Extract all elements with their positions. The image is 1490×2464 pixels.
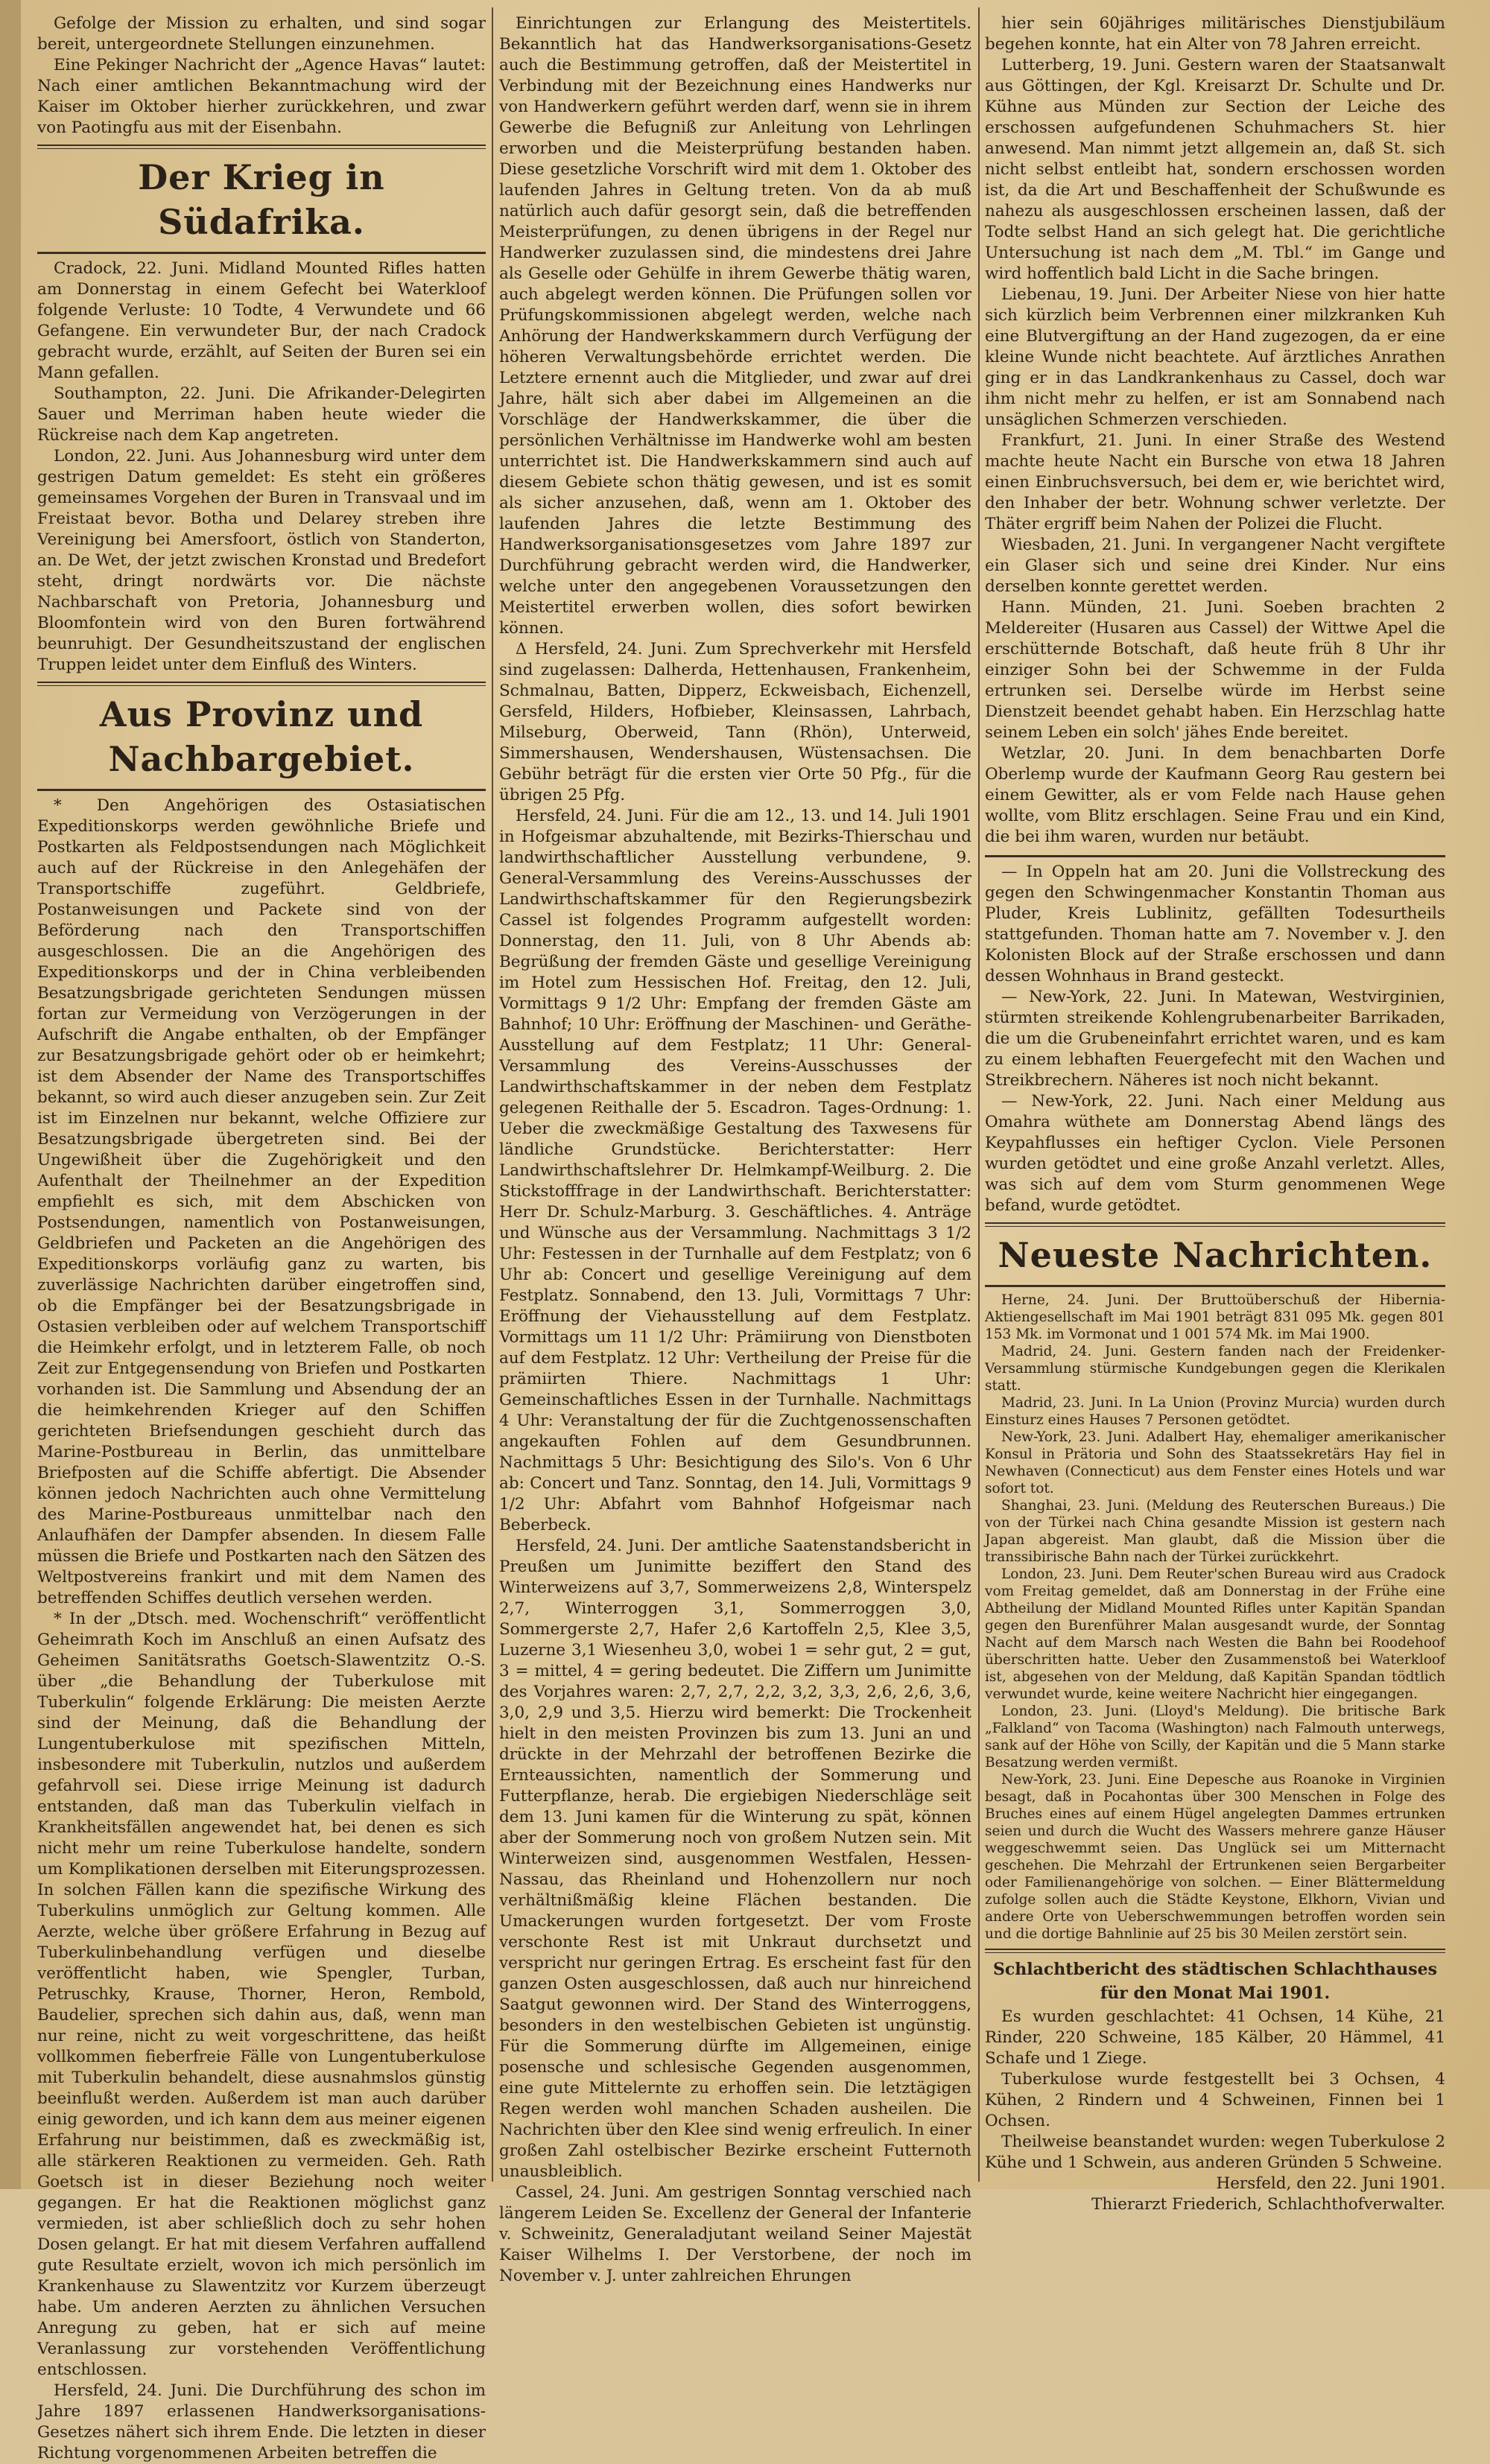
article-paragraph: Hersfeld, 24. Juni. Für die am 12., 13. und 14. Juli 1901 in Hofgeismar abzuhaltende, mit Bezirks-Thierschau und landwirthschaftlicher Ausstellung verbundene, 9. General-Versammlung des Vereins-Ausschusses der Landwirthschaftskammer für den Regierungsbezirk Cassel ist folgendes Programm aufgestellt worden: Donnerstag, den 11. Juli, von 8 Uhr Abends ab: Begrüßung der fremden Gäste und gesellige Vereinigung im Hotel zum Hessischen Hof. Freitag, den 12. Juli, Vormittags 9 1/2 Uhr: Empfang der fremden Gäste am Bahnhof; 10 Uhr: Eröffnung der Maschinen- und Geräthe-Ausstellung auf dem Festplatz; 11 Uhr: General-Versammlung des Vereins-Ausschusses der Landwirthschaftskammer in der neben dem Festplatz gelegenen Reithalle der 5. Escadron. Tages-Ordnung: 1. Ueber die zweckmäßige Gestaltung des Taxwesens für ländliche Grundstücke. Berichterstatter: Herr Landwirthschaftslehrer Dr. Helmkampf-Weilburg. 2. Die Stickstofffrage in der Landwirthschaft. Berichterstatter: Herr Dr. Schulz-Marburg. 3. Geschäftliches. 4. Anträge und Wünsche aus der Versammlung. Nachmittags 3 1/2 Uhr: Festessen in der Turnhalle auf dem Festplatz; von 6 Uhr ab: Concert und gesellige Vereinigung auf dem Festplatz. Sonnabend, den 13. Juli, Vormittags 7 Uhr: Eröffnung der Viehausstellung auf dem Festplatz. Vormittags um 11 1/2 Uhr: Prämiirung von Dienstboten auf dem Festplatz. 12 Uhr: Vertheilung der Preise für die prämiirten Thiere. Nachmittags 1 Uhr: Gemeinschaftliches Essen in der Turnhalle. Nachmittags 4 Uhr: Veranstaltung der für die Zuchtgenossenschaften angekauften Fohlen auf dem Gesundbrunnen. Nachmittags 5 Uhr: Besichtigung des Silo's. Von 6 Uhr ab: Concert und Tanz. Sonntag, den 14. Juli, Vormittags 9 1/2 Uhr: Abfahrt vom Bahnhof Hofgeismar nach Beberbeck.: [499, 807, 971, 1534]
binding-margin: [0, 0, 21, 2189]
article-paragraph: Hann. Münden, 21. Juni. Soeben brachten 2 Meldereiter (Husaren aus Cassel) der Wittwe Apel die erschütternde Botschaft, daß heute früh 8 Uhr ihr einziger Sohn bei der Schwemme in der Fulda ertrunken sei. Derselbe würde im Herbst seine Dienstzeit beendet gehabt haben. Ein Herzschlag hatte seinem Leben ein solch' jähes Ende bereitet.: [985, 598, 1445, 742]
column-rule-2: [978, 7, 980, 2182]
section-heading-krieg: Der Krieg in Südafrika.: [138, 157, 385, 242]
news-brief: New-York, 23. Juni. Adalbert Hay, ehemaliger amerikanischer Konsul in Prätoria und Sohn des Staatssekretärs Hay fiel in Newhaven (Connecticut) aus dem Fenster eines Hotels und war sofort tot.: [985, 1429, 1445, 1496]
article-paragraph: — In Oppeln hat am 20. Juni die Vollstreckung des gegen den Schwingenmacher Konstantin Thoman aus Pluder, Kreis Lublinitz, gefällten Todesurtheils stattgefunden. Thoman hatte am 7. November v. J. den Kolonisten Block auf der Straße erschossen und dann dessen Wohnhaus in Brand gesteckt.: [985, 863, 1445, 985]
column-2: [499, 13, 971, 2285]
article-paragraph: * In der „Dtsch. med. Wochenschrift“ veröffentlicht Geheimrath Koch im Anschluß an einen Aufsatz des Geheimen Sanitätsraths Goetsch-Slawentzitz O.-S. über „die Behandlung der Tuberkulose mit Tuberkulin“ folgende Erklärung: Die meisten Aerzte sind der Meinung, daß die Behandlung der Lungentuberkulose mit spezifischen Mitteln, insbesondere mit Tuberkulin, nutzlos und außerdem gefahrvoll sei. Diese irrige Meinung ist dadurch entstanden, daß man das Tuberkulin vielfach in Krankheitsfällen angewendet hat, bei denen es sich nicht mehr um reine Tuberkulose handelte, sondern um Komplikationen derselben mit Eiterungsprozessen. In solchen Fällen kann die spezifische Wirkung des Tuberkulins unmöglich zur Geltung kommen. Alle Aerzte, welche über größere Erfahrung in Bezug auf Tuberkulinbehandlung verfügen und dieselbe veröffentlicht haben, wie Spengler, Turban, Petruschky, Krause, Thorner, Heron, Rembold, Baudelier, sprechen sich dahin aus, daß, wenn man nur reine, nicht zu weit vorgeschrittene, das heißt vollkommen fieberfreie Fälle von Lungentuberkulose mit Tuberkulin behandelt, diese ausnahmslos günstig beeinflußt werden. Außerdem ist man auch darüber einig geworden, und ich kann dem aus meiner eigenen Erfahrung nur beistimmen, daß es zweckmäßig ist, alle stärkeren Reaktionen zu vermeiden. Geh. Rath Goetsch ist in dieser Beziehung noch weiter gegangen. Er hat die Reaktionen möglichst ganz vermieden, ist aber schließlich doch zu sehr hohen Dosen gelangt. Er hat mit diesem Verfahren auffallend gute Resultate erzielt, wovon ich mich persönlich im Krankenhause zu Slawentzitz vor Kurzem überzeugt habe. Um anderen Aerzten zu ähnlichen Versuchen Anregung zu geben, hat er sich auf meine Veranlassung zur vorstehenden Veröffentlichung entschlossen.: [37, 1610, 486, 2379]
article-paragraph: Frankfurt, 21. Juni. In einer Straße des Westend machte heute Nacht ein Bursche von etwa 18 Jahren einen Einbruchsversuch, bei dem er, wie berichtet wird, den Inhaber der betr. Wohnung schwer verletzte. Der Thäter ergriff beim Nahen der Polizei die Flucht.: [985, 431, 1445, 533]
article-paragraph: Hersfeld, 24. Juni. Der amtliche Saatenstandsbericht in Preußen um Junimitte beziffert den Stand des Winterweizens auf 3,7, Sommerweizens 2,8, Winterspelz 2,7, Winterroggen 3,1, Sommerroggen 3,0, Sommergerste 2,7, Hafer 2,6 Kartoffeln 2,5, Klee 3,5, Luzerne 3,1 Wiesenheu 3,0, wobei 1 = sehr gut, 2 = gut, 3 = mittel, 4 = gering bedeutet. Die Ziffern um Junimitte des Vorjahres waren: 2,7, 2,7, 2,2, 3,2, 3,3, 2,6, 2,6, 3,6, 3,0, 2,9 und 3,5. Hierzu wird bemerkt: Die Trockenheit hielt in den meisten Provinzen bis zum 13. Juni an und drückte in der Mehrzahl der betroffenen Bezirke die Ernteaussichten, namentlich der Sommerung und Futterpflanze, herab. Die ergiebigen Niederschläge seit dem 13. Juni kamen für die Winterung zu spät, können aber der Sommerung noch von großem Nutzen sein. Mit Winterweizen sind, ausgenommen Westfalen, Hessen-Nassau, das Rheinland und Hohenzollern nur noch verhältnißmäßig kleine Flächen bestanden. Die Umackerungen wurden fortgesetzt. Der vom Froste verschonte Rest ist mit Unkraut durchsetzt und verspricht nur geringen Ertrag. Es erscheint fast für den ganzen Osten ausgeschlossen, daß auch nur hinreichend Saatgut gewonnen wird. Der Stand des Winterroggens, besonders in den westelbischen Gebieten ist ungünstig. Für die Sommerung dürfte im Allgemeinen, einige posensche und schlesische Gegenden ausgenommen, eine gute Mittelernte zu erhoffen sein. Die letztägigen Regen werden wohl manchen Schaden ausheilen. Die Nachrichten über den Klee sind wenig erfreulich. In einer großen Zahl ostelbischer Bezirke erscheint Futternoth unausbleiblich.: [499, 1537, 971, 2181]
news-brief: London, 23. Juni. (Lloyd's Meldung). Die britische Bark „Falkland“ von Tacoma (Washington) nach Falmouth unterwegs, sank auf der Höhe von Scilly, der Kapitän und die 5 Mann starke Besatzung werden vermißt.: [985, 1703, 1445, 1771]
article-paragraph: Liebenau, 19. Juni. Der Arbeiter Niese von hier hatte sich kürzlich beim Verbrennen einer milzkranken Kuh eine Blutvergiftung an der Hand zugezogen, da er eine kleine Wunde nicht beachtete. Auf ärztliches Anrathen ging er in das Landkrankenhaus zu Cassel, doch war ihm nicht mehr zu helfen, er ist am Sonnabend nach unsäglichen Schmerzen verschieden.: [985, 285, 1445, 429]
news-brief: Madrid, 23. Juni. In La Union (Provinz Murcia) wurden durch Einsturz eines Hauses 7 Personen getödtet.: [985, 1395, 1445, 1428]
article-paragraph: Δ Hersfeld, 24. Juni. Zum Sprechverkehr mit Hersfeld sind zugelassen: Dalherda, Hettenhausen, Frankenheim, Schmalnau, Batten, Dipperz, Eckweisbach, Eichenzell, Gersfeld, Hilders, Hofbieber, Kleinsassen, Lahrbach, Milseburg, Oberweid, Tann (Rhön), Unterweid, Simmershausen, Wendershausen, Wüstensachsen. Die Gebühr beträgt für die ersten vier Orte 50 Pfg., für die übrigen 25 Pfg.: [499, 640, 971, 804]
article-paragraph: * Den Angehörigen des Ostasiatischen Expeditionskorps werden gewöhnliche Briefe und Postkarten als Feldpostsendungen nach Möglichkeit auch auf der Rückreise in den Anlegehäfen der Transportschiffe zugeführt. Geldbriefe, Postanweisungen und Packete sind von der Beförderung nach den Transportschiffen ausgeschlossen. Die an die Angehörigen des Expeditionskorps und der in China verbleibenden Besatzungsbrigade gerichteten Sendungen müssen fortan zur Vermeidung von Verzögerungen in der Aufschrift die Angabe enthalten, ob der Empfänger zur Besatzungsbrigade gehört oder ob er heimkehrt; ist dem Absender der Name des Transportschiffes bekannt, so wird auch dieser anzugeben sein. Zur Zeit ist im Einzelnen nur bekannt, welche Offiziere zur Besatzungsbrigade übergetreten sind. Bei der Ungewißheit über die Zugehörigkeit und den Aufenthalt der Theilnehmer an der Expedition empfiehlt es sich, mit dem Abschicken von Postsendungen, namentlich von Postanweisungen, Geldbriefen und Packeten an die Angehörigen des Expeditionskorps vorläufig ganz zu warten, bis zuverlässige Nachrichten darüber eingetroffen sind, ob die Empfänger bei der Besatzungsbrigade in Ostasien verbleiben oder auf welchem Transportschiff die Heimkehr erfolgt, und in letzterem Falle, ob noch Zeit zur Entgegensendung von Briefen und Postkarten vorhanden ist. Die Sammlung und Absendung der an die heimkehrenden Krieger auf den Schiffen gerichteten Briefsendungen geschieht durch das Marine-Postbureau in Berlin, das unmittelbare Briefposten auf die Schiffe abfertigt. Die Absender können jedoch Nachrichten auch ohne Vermittelung des Marine-Postbureaus unmittelbar nach den Anlaufhäfen der Dampfer absenden. In diesem Falle müssen die Briefe und Postkarten nach den Sätzen des Weltpostvereins frankirt und mit dem Namen des betreffenden Schiffes deutlich versehen werden.: [37, 796, 486, 1607]
article-paragraph: Southampton, 22. Juni. Die Afrikander-Delegirten Sauer und Merriman haben heute wieder die Rückreise nach dem Kap angetreten.: [37, 384, 486, 445]
section-divider: [985, 855, 1445, 857]
section-heading-neueste: Neueste Nachrichten.: [998, 1235, 1433, 1275]
article-paragraph: Cassel, 24. Juni. Am gestrigen Sonntag verschied nach längerem Leiden Se. Excellenz der General der Infanterie v. Schweinitz, Generaladjutant weiland Seiner Majestät Kaiser Wilhelms I. Der Verstorbene, der noch im November v. J. unter zahlreichen Ehrungen: [499, 2183, 971, 2285]
report-line: Tuberkulose wurde festgestellt bei 3 Ochsen, 4 Kühen, 2 Rindern und 4 Schweinen, Finnen bei 1 Ochsen.: [985, 2070, 1445, 2130]
news-brief: New-York, 23. Juni. Eine Depesche aus Roanoke in Virginien besagt, daß in Pocahontas über 300 Menschen in Folge des Bruches eines auf einem Hügel angelegten Dammes ertrunken seien und durch die Wucht des Wassers mehrere ganze Häuser weggeschwemmt seien. Das Unglück sei um Mitternacht geschehen. Die Mehrzahl der Ertrunkenen seien Bergarbeiter oder Familienangehörige von solchen. — Einer Blättermeldung zufolge sollen auch die Städte Keystone, Elkhorn, Vivian und andere Orte von Ueberschwemmungen betroffen worden sein und die dortige Bahnlinie auf 25 bis 30 Meilen zerstört sein.: [985, 1772, 1445, 1942]
section-heading-provinz: Aus Provinz und Nachbargebiet.: [99, 694, 424, 779]
slaughter-report-subtitle: für den Monat Mai 1901.: [1100, 1984, 1331, 2003]
report-line: Es wurden geschlachtet: 41 Ochsen, 14 Kühe, 21 Rinder, 220 Schweine, 185 Kälber, 20 Hämmel, 41 Schafe und 1 Ziege.: [985, 2007, 1445, 2068]
report-line: Theilweise beanstandet wurden: wegen Tuberkulose 2 Kühe und 1 Schwein, aus anderen Gründen 5 Schweine.: [985, 2133, 1445, 2172]
article-paragraph: hier sein 60jähriges militärisches Dienstjubiläum begehen konnte, hat ein Alter von 78 Jahren erreicht.: [985, 14, 1445, 54]
article-paragraph: — New-York, 22. Juni. In Matewan, Westvirginien, stürmten streikende Kohlengrubenarbeiter Barrikaden, die um die Grubeneinfahrt errichtet waren, und es kam zu einem lebhaften Feuergefecht mit den Wachen und Streikbrechern. Näheres ist noch nicht bekannt.: [985, 988, 1445, 1090]
news-brief: Madrid, 24. Juni. Gestern fanden nach der Freidenker-Versammlung stürmische Kundgebungen gegen die Klerikalen statt.: [985, 1344, 1445, 1394]
report-signature: Thierarzt Friederich, Schlachthofverwalter.: [1091, 2195, 1445, 2214]
section-divider: [37, 789, 486, 791]
article-paragraph: Cradock, 22. Juni. Midland Mounted Rifles hatten am Donnerstag in einem Gefecht bei Waterkloof folgende Verluste: 10 Todte, 4 Verwundete und 66 Gefangene. Ein verwundeter Bur, der nach Cradock gebracht wurde, erzählt, auf Seiten der Buren sei ein Mann gefallen.: [37, 259, 486, 382]
article-paragraph: London, 22. Juni. Aus Johannesburg wird unter dem gestrigen Datum gemeldet: Es steht ein größeres gemeinsames Vorgehen der Buren in Transvaal und im Freistaat bevor. Botha und Delarey streben ihre Vereinigung bei Amersfoort, östlich von Standerton, an. De Wet, der jetzt zwischen Kronstad und Bredefort steht, dringt nordwärts vor. Die nächste Nachbarschaft von Pretoria, Johannesburg und Bloomfontein wird von den Buren fortwährend beunruhigt. Der Gesundheitszustand der englischen Truppen leidet unter dem Einfluß des Winters.: [37, 447, 486, 674]
article-paragraph: Wetzlar, 20. Juni. In dem benachbarten Dorfe Oberlemp wurde der Kaufmann Georg Rau gestern bei einem Gewitter, als er vom Felde nach Hause gehen wollte, vom Blitz erschlagen. Seine Frau und ein Kind, die bei ihm waren, wurden nur betäubt.: [985, 744, 1445, 846]
section-divider: [985, 1285, 1445, 1287]
section-divider: [37, 145, 486, 149]
column-rule-1: [492, 7, 493, 2182]
slaughter-report-title: Schlachtbericht des städtischen Schlachthauses: [993, 1960, 1437, 1979]
section-divider: [985, 1222, 1445, 1227]
article-paragraph: Hersfeld, 24. Juni. Die Durchführung des schon im Jahre 1897 erlassenen Handwerksorganisations-Gesetzes nähert sich ihrem Ende. Die letzten in dieser Richtung vorgenommenen Arbeiten betreffen die: [37, 2381, 486, 2463]
article-paragraph: Eine Pekinger Nachricht der „Agence Havas“ lautet: Nach einer amtlichen Bekanntmachung wird der Kaiser im Oktober hierher zurückkehren, und zwar von Paotingfu aus mit der Eisenbahn.: [37, 56, 486, 137]
news-brief: Shanghai, 23. Juni. (Meldung des Reuterschen Bureaus.) Die von der Türkei nach China gesandte Mission ist gestern nach Japan abgereist. Man glaubt, daß die Mission über die transsibirische Bahn nach der Türkei zurückkehrt.: [985, 1498, 1445, 1565]
section-divider: [985, 1949, 1445, 1953]
news-brief: Herne, 24. Juni. Der Bruttoüberschuß der Hibernia-Aktiengesellschaft im Mai 1901 beträgt 831 095 Mk. gegen 801 153 Mk. im Vormonat und 1 001 574 Mk. im Mai 1900.: [985, 1292, 1445, 1342]
article-paragraph: Gefolge der Mission zu erhalten, und sind sogar bereit, untergeordnete Stellungen einzunehmen.: [37, 14, 486, 54]
article-paragraph: Wiesbaden, 21. Juni. In vergangener Nacht vergiftete ein Glaser sich und seine drei Kinder. Nur eins derselben konnte gerettet werden.: [985, 536, 1445, 596]
column-3: [985, 13, 1445, 2214]
report-date: Hersfeld, den 22. Juni 1901.: [1216, 2174, 1445, 2193]
news-brief-list: [985, 1292, 1445, 1943]
section-divider: [37, 252, 486, 254]
article-paragraph: Lutterberg, 19. Juni. Gestern waren der Staatsanwalt aus Göttingen, der Kgl. Kreisarzt Dr. Schulte und Dr. Kühne aus Münden zur Section der Leiche des erschossen aufgefundenen Schuhmachers St. hier anwesend. Man nimmt jetzt allgemein an, daß St. sich nicht selbst entleibt hat, sondern erschossen worden ist, da die Art und Beschaffenheit der Schußwunde es nahezu als ausgeschlossen erscheinen lassen, daß der Todte selbst Hand an sich gelegt hat. Die gerichtliche Untersuchung ist nach dem „M. Tbl.“ im Gange und wird hoffentlich bald Licht in die Sache bringen.: [985, 56, 1445, 283]
article-paragraph: — New-York, 22. Juni. Nach einer Meldung aus Omahra wüthete am Donnerstag Abend längs des Keypahflusses ein heftiger Cyclon. Viele Personen wurden getödtet und eine große Anzahl verletzt. Alles, was sich auf dem vom Sturm genommenen Wege befand, wurde getödtet.: [985, 1092, 1445, 1215]
news-brief: London, 23. Juni. Dem Reuter'schen Bureau wird aus Cradock vom Freitag gemeldet, daß am Donnerstag in der Frühe eine Abtheilung der Midland Mounted Rifles unter Kapitän Spandan gegen den Burenführer Malan ausgesandt wurde, der Sonntag Nacht auf dem Marsch nach Westen die Bahn bei Roodehoof überschritten hatte. Ueber den Zusammenstoß bei Waterkloof ist, abgesehen von der Meldung, daß Kapitän Spandan tödtlich verwundet wurde, keine weitere Nachricht hier eingegangen.: [985, 1566, 1445, 1702]
article-paragraph: Einrichtungen zur Erlangung des Meistertitels. Bekanntlich hat das Handwerksorganisations-Gesetz auch die Bestimmung getroffen, daß der Meistertitel in Verbindung mit der Bezeichnung eines Handwerks nur von Handwerkern geführt werden darf, wenn sie in ihrem Gewerbe die Befugniß zur Anleitung von Lehrlingen erworben und die Meisterprüfung bestanden haben. Diese gesetzliche Vorschrift wird mit dem 1. Oktober des laufenden Jahres in Geltung treten. Von da ab muß natürlich auch dafür gesorgt sein, daß die betreffenden Meisterprüfungen, zu denen übrigens in der Regel nur Handwerker zuzulassen sind, die mindestens drei Jahre als Geselle oder Gehülfe in ihrem Gewerbe thätig waren, auch abgelegt werden können. Die Prüfungen sollen vor Prüfungskommissionen abgelegt werden, welche nach Anhörung der Handwerkskammern durch Verfügung der höheren Verwaltungsbehörde errichtet werden. Die Letztere ernennt auch die Mitglieder, und zwar auf drei Jahre, hält sich aber dabei im Allgemeinen an die Vorschläge der Handwerkskammer, die über die persönlichen Verhältnisse im Handwerke wohl am besten unterrichtet ist. Die Handwerkskammern sind auch auf diesem Gebiete schon thätig gewesen, und ist es somit als sicher anzusehen, daß, wenn am 1. Oktober des laufenden Jahres die letzte Bestimmung des Handwerksorganisationsgesetzes vom Jahre 1897 zur Durchführung gebracht werden wird, die Handwerker, welche unter den angegebenen Voraussetzungen den Meistertitel erwerben wollen, dies sofort bewirken können.: [499, 14, 971, 638]
section-divider: [37, 682, 486, 686]
column-1: [37, 13, 486, 2463]
